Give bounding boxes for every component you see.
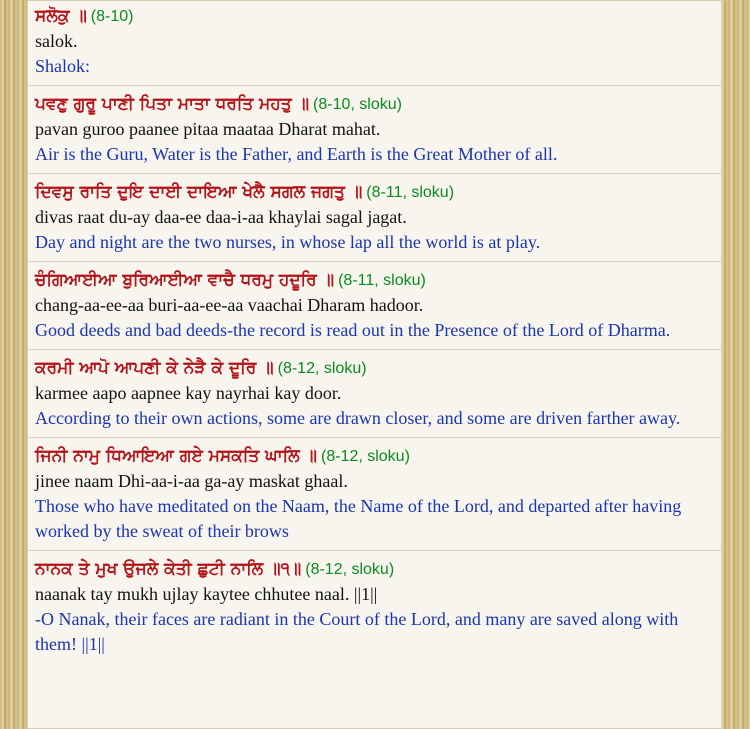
translation: Day and night are the two nurses, in whose lap all the world is at play. — [35, 232, 541, 252]
divider — [27, 85, 722, 86]
verse-6 — [27, 444, 722, 544]
verse-reference: (8-12, sloku) — [320, 448, 410, 465]
gurmukhi-text: ਸਲੋਕੁ ॥ — [35, 6, 87, 26]
verse-reference: (8-12, sloku) — [305, 561, 395, 578]
divider — [27, 261, 722, 262]
gurmukhi-line — [35, 444, 722, 469]
verse-5 — [27, 356, 722, 431]
gurmukhi-text: ਚੰਗਿਆਈਆ ਬੁਰਿਆਈਆ ਵਾਚੈ ਧਰਮੁ ਹਦੂਰਿ ॥ — [35, 270, 335, 290]
gurmukhi-line — [35, 356, 722, 381]
verse-reference: (8-11, sloku) — [338, 272, 426, 289]
transliteration: pavan guroo paanee pitaa maataa Dharat mahat. — [35, 119, 381, 139]
scripture-page — [27, 0, 722, 729]
divider — [27, 550, 722, 551]
divider — [27, 173, 722, 174]
transliteration: naanak tay mukh ujlay kaytee chhutee naal. ||1|| — [35, 584, 378, 604]
transliteration: chang-aa-ee-aa buri-aa-ee-aa vaachai Dharam hadoor. — [35, 295, 424, 315]
gurmukhi-line — [35, 92, 722, 117]
transliteration: salok. — [35, 31, 78, 51]
gurmukhi-text: ਪਵਣੁ ਗੁਰੂ ਪਾਣੀ ਪਿਤਾ ਮਾਤਾ ਧਰਤਿ ਮਹਤੁ ॥ — [35, 94, 310, 114]
verse-reference: (8-11, sloku) — [366, 184, 455, 201]
verse-4 — [27, 268, 722, 343]
gurmukhi-text: ਕਰਮੀ ਆਪੋ ਆਪਣੀ ਕੇ ਨੇੜੈ ਕੇ ਦੂਰਿ ॥ — [35, 358, 274, 378]
verse-reference: (8-10) — [90, 8, 134, 25]
gurmukhi-line — [35, 268, 722, 293]
verse-reference: (8-10, sloku) — [313, 96, 402, 113]
gurmukhi-text: ਜਿਨੀ ਨਾਮੁ ਧਿਆਇਆ ਗਏ ਮਸਕਤਿ ਘਾਲਿ ॥ — [35, 446, 317, 466]
translation: Shalok: — [35, 56, 91, 76]
translation: According to their own actions, some are drawn closer, and some are driven farther away. — [35, 408, 681, 428]
gurmukhi-line — [35, 4, 722, 29]
verse-1 — [27, 0, 722, 79]
verse-7 — [27, 557, 722, 657]
transliteration: jinee naam Dhi-aa-i-aa ga-ay maskat ghaal. — [35, 471, 348, 491]
transliteration: karmee aapo aapnee kay nayrhai kay door. — [35, 383, 342, 403]
gurmukhi-line — [35, 557, 722, 582]
translation: Good deeds and bad deeds-the record is read out in the Presence of the Lord of Dharma. — [35, 320, 671, 340]
divider — [27, 437, 722, 438]
translation: -O Nanak, their faces are radiant in the Court of the Lord, and many are saved along with them! ||1|| — [35, 609, 679, 654]
translation: Air is the Guru, Water is the Father, and Earth is the Great Mother of all. — [35, 144, 558, 164]
divider — [27, 349, 722, 350]
translation: Those who have meditated on the Naam, the Name of the Lord, and departed after having worked by the sweat of their brows — [35, 496, 682, 541]
gurmukhi-text: ਨਾਨਕ ਤੇ ਮੁਖ ਉਜਲੇ ਕੇਤੀ ਛੁਟੀ ਨਾਲਿ ॥੧॥ — [35, 559, 302, 579]
verse-2 — [27, 92, 722, 167]
gurmukhi-text: ਦਿਵਸੁ ਰਾਤਿ ਦੁਇ ਦਾਈ ਦਾਇਆ ਖੇਲੈ ਸਗਲ ਜਗਤੁ ॥ — [35, 182, 363, 202]
gurmukhi-line — [35, 180, 722, 205]
verse-reference: (8-12, sloku) — [277, 360, 367, 377]
verse-3 — [27, 180, 722, 255]
transliteration: divas raat du-ay daa-ee daa-i-aa khaylai sagal jagat. — [35, 207, 407, 227]
